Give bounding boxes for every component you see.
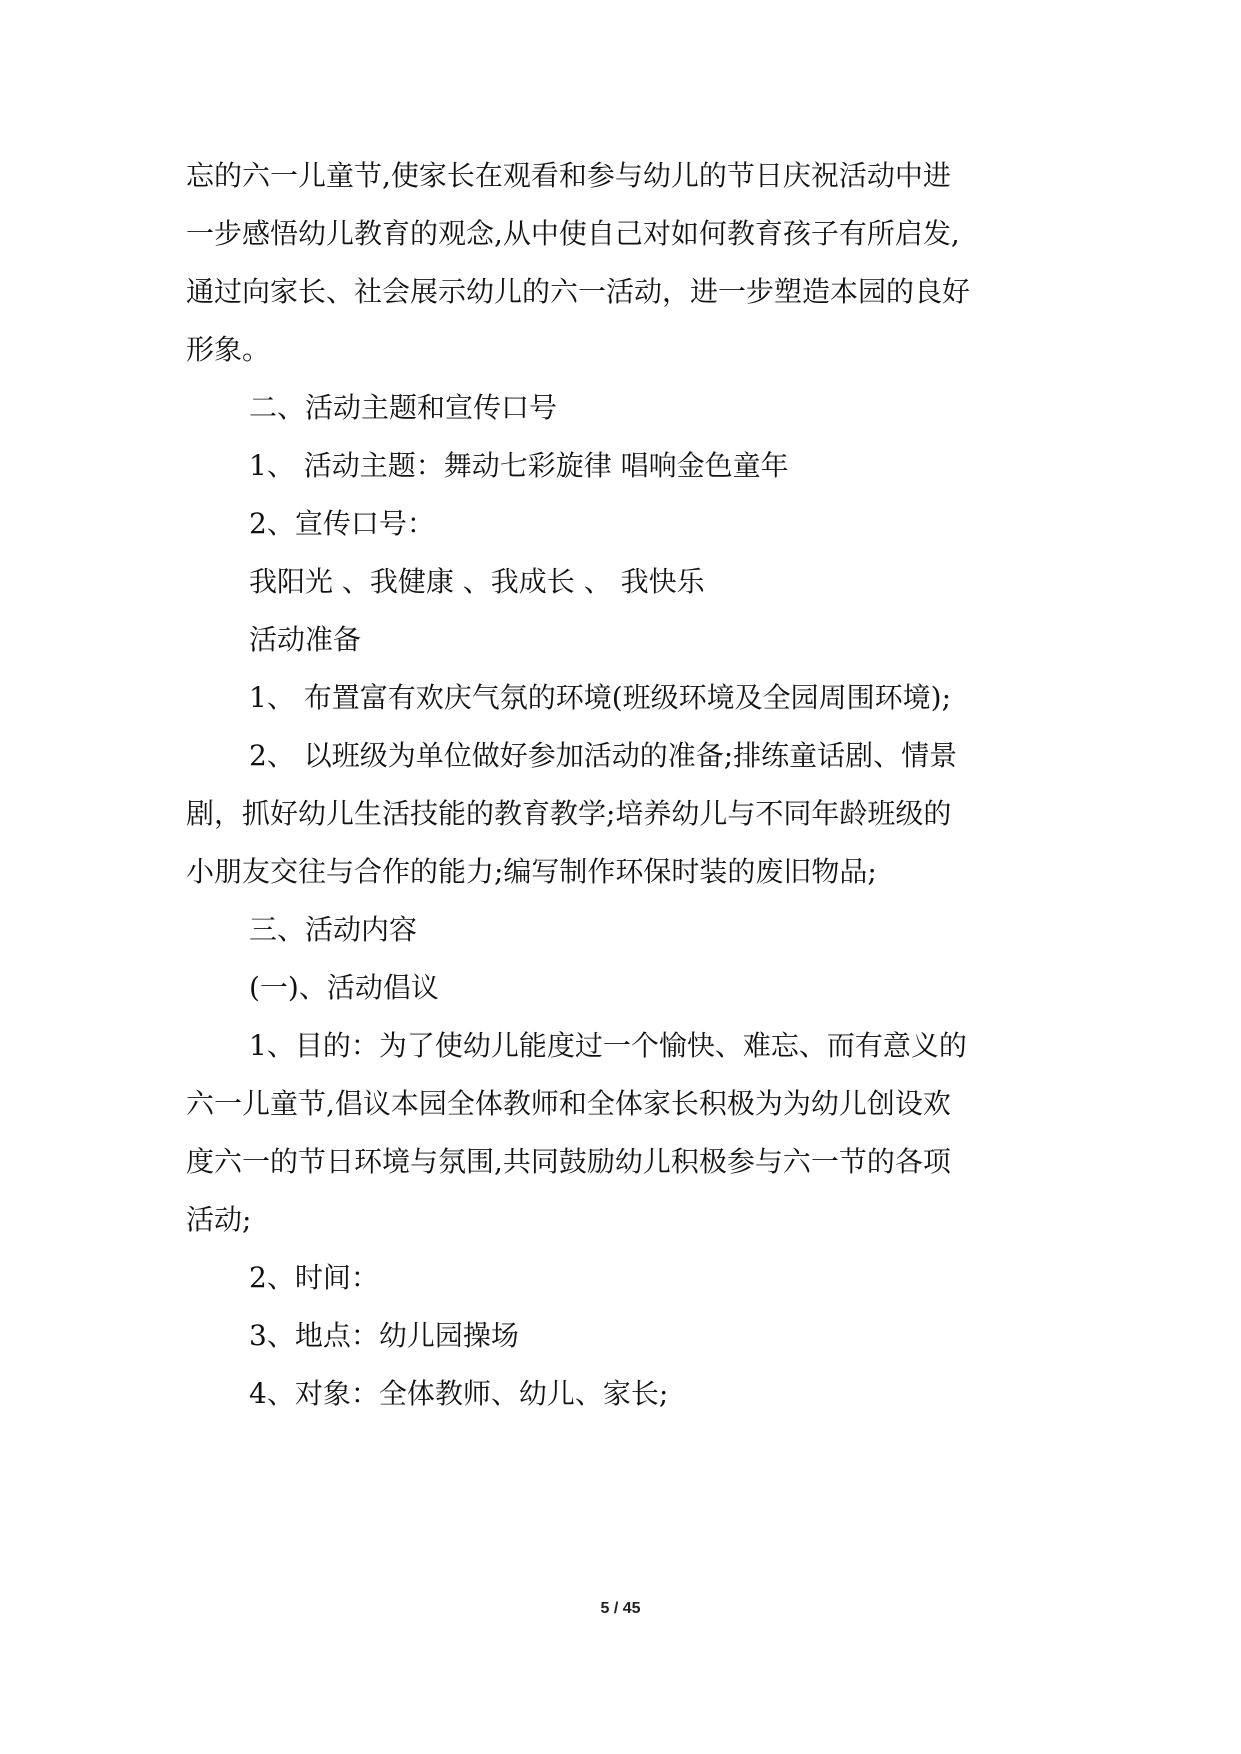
list-item: 1、 布置富有欢庆气氛的环境(班级环境及全园周围环境);	[249, 681, 951, 714]
slogan-line: 我阳光 、我健康 、我成长 、 我快乐	[249, 565, 705, 598]
subsection-heading: (一)、活动倡议	[249, 971, 439, 1004]
text-line: 剧，抓好幼儿生活技能的教育教学;培养幼儿与不同年龄班级的	[186, 797, 952, 830]
text-line: 忘的六一儿童节,使家长在观看和参与幼儿的节日庆祝活动中进	[186, 159, 951, 192]
list-item: 2、时间：	[249, 1261, 379, 1294]
text-line: 通过向家长、社会展示幼儿的六一活动，进一步塑造本园的良好	[186, 275, 971, 308]
section-heading: 二、活动主题和宣传口号	[249, 391, 558, 424]
list-item: 1、 活动主题：舞动七彩旋律 唱响金色童年	[249, 449, 789, 482]
section-heading: 三、活动内容	[249, 913, 418, 946]
text-line: 小朋友交往与合作的能力;编写制作环保时装的废旧物品;	[186, 855, 877, 888]
text-line: 形象。	[186, 333, 271, 366]
section-heading: 活动准备	[249, 623, 362, 656]
text-line: 活动;	[186, 1203, 252, 1236]
list-item: 4、对象：全体教师、幼儿、家长;	[249, 1377, 669, 1410]
page-number: 5 / 45	[600, 1600, 641, 1617]
list-item: 1、目的：为了使幼儿能度过一个愉快、难忘、而有意义的	[249, 1029, 967, 1062]
list-item: 3、地点：幼儿园操场	[249, 1319, 519, 1352]
text-line: 六一儿童节,倡议本园全体教师和全体家长积极为为幼儿创设欢	[186, 1087, 951, 1120]
text-line: 度六一的节日环境与氛围,共同鼓励幼儿积极参与六一节的各项	[186, 1145, 951, 1178]
list-item: 2、宣传口号：	[249, 507, 435, 540]
text-line: 一步感悟幼儿教育的观念,从中使自己对如何教育孩子有所启发,	[186, 217, 960, 250]
list-item: 2、 以班级为单位做好参加活动的准备;排练童话剧、情景	[249, 739, 958, 772]
